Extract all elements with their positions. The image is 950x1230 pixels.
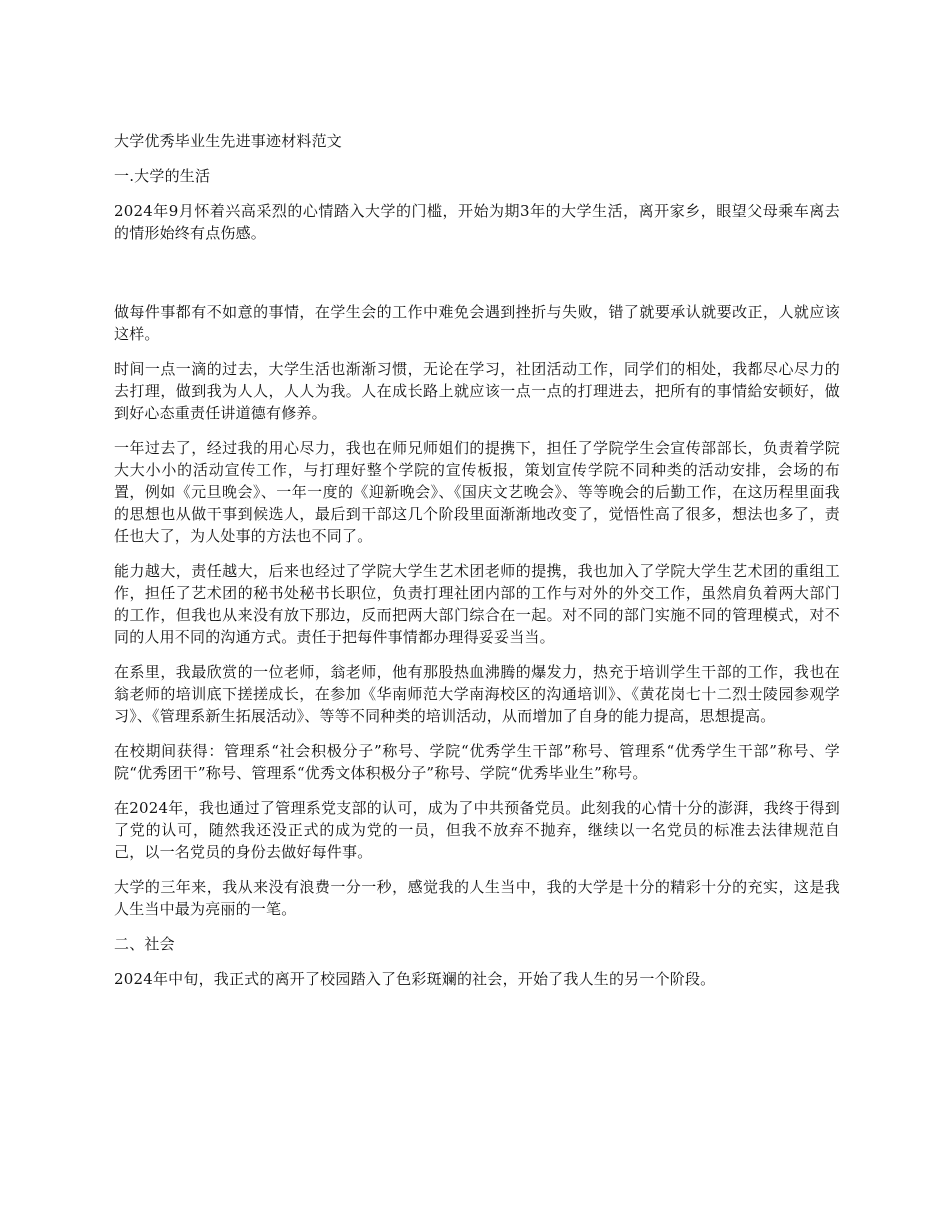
paragraph: 2024年9月怀着兴高采烈的心情踏入大学的门槛，开始为期3年的大学生活，离开家乡，眼望父母乘车离去的情形始终有点伤感。 xyxy=(114,202,840,242)
paragraph: 在系里，我最欣赏的一位老师，翁老师，他有那股热血沸腾的爆发力，热充于培训学生干部的工作，我也在翁老师的培训底下搓搓成长，在参加《华南师范大学南海校区的沟通培训》、《黄花岗七十二烈士陵园参观学习》、《管理系新生拓展活动》、等等不同种类的培训活动，从而增加了自身的能力提高，思想提高。 xyxy=(114,663,840,725)
paragraph: 大学的三年来，我从来没有浪费一分一秒，感觉我的人生当中，我的大学是十分的精彩十分的充实，这是我人生当中最为亮丽的一笔。 xyxy=(114,878,840,918)
paragraph: 在2024年，我也通过了管理系党支部的认可，成为了中共预备党员。此刻我的心情十分的澎湃，我终于得到了党的认可，随然我还没正式的成为党的一员，但我不放弃不抛弃，继续以一名党员的标准去法律规范自己，以一名党员的身份去做好每件事。 xyxy=(114,799,840,861)
paragraph: 能力越大，责任越大，后来也经过了学院大学生艺术团老师的提携，我也加入了学院大学生艺术团的重组工作，担任了艺术团的秘书处秘书长职位，负责打理社团内部的工作与对外的外交工作，虽然肩负着两大部门的工作，但我也从来没有放下那边，反而把两大部门综合在一起。对不同的部门实施不同的管理模式，对不同的人用不同的沟通方式。责任于把每件事情都办理得妥妥当当。 xyxy=(114,562,840,646)
paragraph: 时间一点一滴的过去，大学生活也渐渐习惯，无论在学习，社团活动工作，同学们的相处，我都尽心尽力的去打理，做到我为人人，人人为我。人在成长路上就应该一点一点的打理进去，把所有的事情給安顿好，做到好心态重责任讲道德有修养。 xyxy=(114,360,840,422)
document-page xyxy=(114,130,840,1003)
paragraph: 在校期间获得：管理系“社会积极分子”称号、学院“优秀学生干部”称号、管理系“优秀学生干部”称号、学院“优秀团干”称号、管理系“优秀文体积极分子”称号、学院“优秀毕业生”称号。 xyxy=(114,742,840,782)
paragraph: 2024年中旬，我正式的离开了校园踏入了色彩斑斓的社会，开始了我人生的另一个阶段。 xyxy=(114,970,716,988)
document-title: 大学优秀毕业生先进事迹材料范文 xyxy=(114,132,343,150)
paragraph: 一年过去了，经过我的用心尽力，我也在师兄师姐们的提携下，担任了学院学生会宣传部部长，负责着学院大大小小的活动宣传工作，与打理好整个学院的宣传板报，策划宣传学院不同种类的活动安排，会场的布置，例如《元旦晚会》、一年一度的《迎新晚会》、《国庆文艺晚会》、等等晚会的后勤工作，在这历程里面我的思想也从做干事到候选人，最后到干部这几个阶段里面渐渐地改变了，觉悟性高了很多，想法也多了，责任也大了，为人处事的方法也不同了。 xyxy=(114,439,840,545)
section-heading-society: 二、社会 xyxy=(114,935,175,953)
section-heading-university-life: 一.大学的生活 xyxy=(114,167,211,185)
paragraph: 做每件事都有不如意的事情，在学生会的工作中难免会遇到挫折与失败，错了就要承认就要改正，人就应该这样。 xyxy=(114,303,840,343)
